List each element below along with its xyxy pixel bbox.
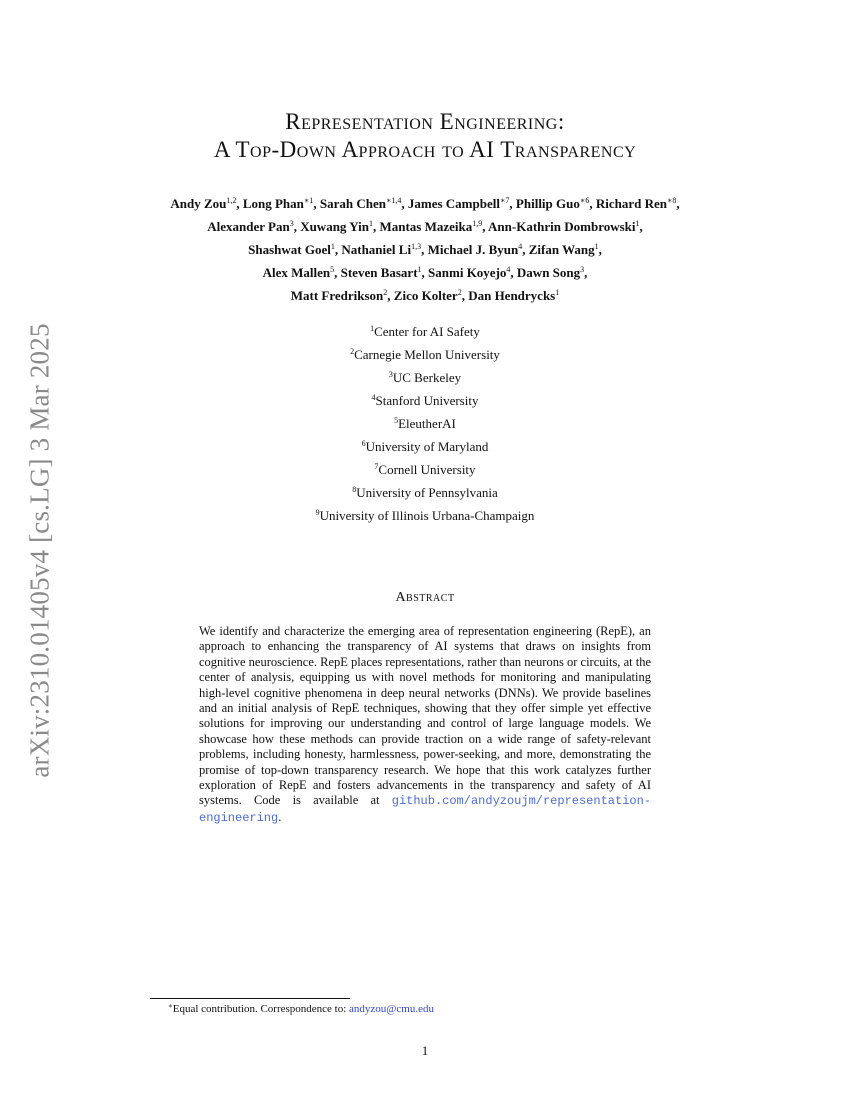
author-separator: , [421,242,428,257]
author-affiliation-marker: 1 [330,242,335,251]
author-name: Ann-Kathrin Dombrowski [488,219,636,234]
author [248,242,341,257]
affiliation-name: EleutherAI [398,416,456,431]
author [263,265,341,280]
affiliation-number: 8 [352,485,357,494]
author-affiliation-marker: ∗1,4 [385,196,402,205]
affiliation [0,366,850,389]
author-separator: , [510,265,517,280]
author-affiliation-marker: 1,3 [411,242,422,251]
author-separator: , [334,242,342,257]
author [341,242,427,257]
footnote-marker: ∗ [168,1002,173,1010]
affiliation-list [0,320,850,527]
author-name: Nathaniel Li [341,242,412,257]
author [394,288,468,303]
affiliation-name: University of Illinois Urbana-Champaign [319,508,535,523]
author-name: Shashwat Goel [248,242,331,257]
author [408,196,516,211]
email-link[interactable]: andyzou@cmu.edu [349,1003,434,1015]
author [428,265,517,280]
author-separator: , [401,196,408,211]
author-separator: , [461,288,469,303]
author-name: Long Phan [242,196,304,211]
footnote-rule [150,998,350,999]
author-separator: , [584,265,588,280]
affiliation-name: Carnegie Mellon University [354,347,500,362]
author [207,219,300,234]
author-affiliation-marker: 4 [518,242,523,251]
author [468,288,559,303]
author-affiliation-marker: 3 [580,265,585,274]
author-affiliation-marker: 1,2 [226,196,237,205]
abstract-body [199,624,651,826]
author-name: Zifan Wang [528,242,595,257]
author-separator: , [293,219,301,234]
author-affiliation-marker: ∗6 [579,196,590,205]
abstract-text: We identify and characterize the emerging area of representation engineering (RepE), an approach to enhancing the transparency of AI systems that draws on insights from cognitive neuroscience. RepE places representations, rather than neurons or circuits, at the center of analysis, equipping us with novel methods for monitoring and manipulating high-level cognitive phenomena in deep neural networks (DNNs). We provide baselines and an initial analysis of RepE techniques, showing that they offer simple yet effective solutions for improving our understanding and control of large language models. We showcase how these methods can provide traction on a wide range of safety-relevant problems, including honesty, harmlessness, power-seeking, and more, demonstrating the promise of top-down transparency research. We hope that this work catalyzes further exploration of RepE and fosters advancements in the transparency and safety of AI systems. Code is available at [199,624,651,808]
affiliation [0,320,850,343]
author-affiliation-marker: 1 [555,288,560,297]
affiliation [0,389,850,412]
author-affiliation-marker: 1 [635,219,640,228]
author [517,265,587,280]
abstract-end: . [278,809,282,824]
affiliation [0,435,850,458]
author-affiliation-marker: 3 [289,219,294,228]
arxiv-identifier: arXiv:2310.01405v4 [cs.LG] 3 Mar 2025 [24,323,55,778]
title-line-1: Representation Engineering: [285,109,565,134]
author-affiliation-marker: 1 [417,265,422,274]
author [488,219,643,234]
author-affiliation-marker: 4 [506,265,511,274]
footnote-text: Equal contribution. Correspondence to: [172,1003,350,1015]
author-name: Michael J. Byun [427,242,519,257]
author-separator: , [236,196,243,211]
author-name: Matt Fredrikson [290,288,384,303]
author-name: Xuwang Yin [300,219,369,234]
author-separator: , [334,265,341,280]
author-name: Mantas Mazeika [379,219,473,234]
code-link[interactable]: github.com/andyzoujm/representation-engineering [199,794,651,825]
author [428,242,529,257]
affiliation-name: Center for AI Safety [374,324,480,339]
author [341,265,428,280]
affiliation-number: 9 [315,508,320,517]
author-separator: , [313,196,320,211]
author-separator: , [421,265,429,280]
paper-title [0,108,850,164]
affiliation-number: 1 [370,324,375,333]
affiliation-number: 3 [388,370,393,379]
affiliation-name: University of Pennsylvania [356,485,498,500]
author-name: Alex Mallen [262,265,331,280]
author-separator: , [372,219,380,234]
author-affiliation-marker: 1 [368,219,373,228]
author [320,196,408,211]
title-line-2: A Top-Down Approach to AI Transparency [213,137,637,162]
author-separator: , [589,196,596,211]
author-separator: , [676,196,680,211]
author-name: James Campbell [407,196,500,211]
author-separator: , [482,219,489,234]
author-name: Richard Ren [595,196,667,211]
author-name: Steven Basart [340,265,418,280]
author-affiliation-marker: ∗1 [303,196,314,205]
author-name: Dan Hendrycks [468,288,556,303]
affiliation [0,504,850,527]
author-separator: , [387,288,394,303]
affiliation-number: 2 [350,347,355,356]
affiliation [0,481,850,504]
author-affiliation-marker: 5 [330,265,335,274]
page-number: 1 [421,1043,429,1058]
author-affiliation-marker: ∗8 [666,196,677,205]
affiliation-number: 4 [371,393,376,402]
affiliation [0,412,850,435]
author [291,288,394,303]
affiliation-number: 6 [361,439,366,448]
author-affiliation-marker: 1,9 [472,219,483,228]
author [596,196,680,211]
affiliation [0,343,850,366]
author-separator: , [509,196,516,211]
abstract-heading: Abstract [395,590,455,605]
author-name: Alexander Pan [207,219,290,234]
footnote [168,1002,434,1016]
author [516,196,596,211]
author-affiliation-marker: 1 [594,242,599,251]
author-separator: , [522,242,529,257]
author-list [120,192,730,307]
affiliation-name: Stanford University [375,393,479,408]
affiliation [0,458,850,481]
author [379,219,488,234]
author-affiliation-marker: 2 [457,288,462,297]
affiliation-name: UC Berkeley [392,370,462,385]
author-name: Sarah Chen [319,196,386,211]
author-name: Zico Kolter [393,288,458,303]
affiliation-name: Cornell University [378,462,476,477]
author-separator: , [639,219,643,234]
author [300,219,379,234]
affiliation-number: 7 [374,462,379,471]
affiliation-name: University of Maryland [365,439,489,454]
author-name: Andy Zou [170,196,227,211]
author-affiliation-marker: 2 [383,288,388,297]
author [243,196,320,211]
author-separator: , [598,242,602,257]
author-name: Dawn Song [516,265,581,280]
affiliation-number: 5 [394,416,399,425]
author [529,242,602,257]
author [170,196,243,211]
author-name: Phillip Guo [515,196,580,211]
author-name: Sanmi Koyejo [428,265,507,280]
author-affiliation-marker: ∗7 [499,196,510,205]
